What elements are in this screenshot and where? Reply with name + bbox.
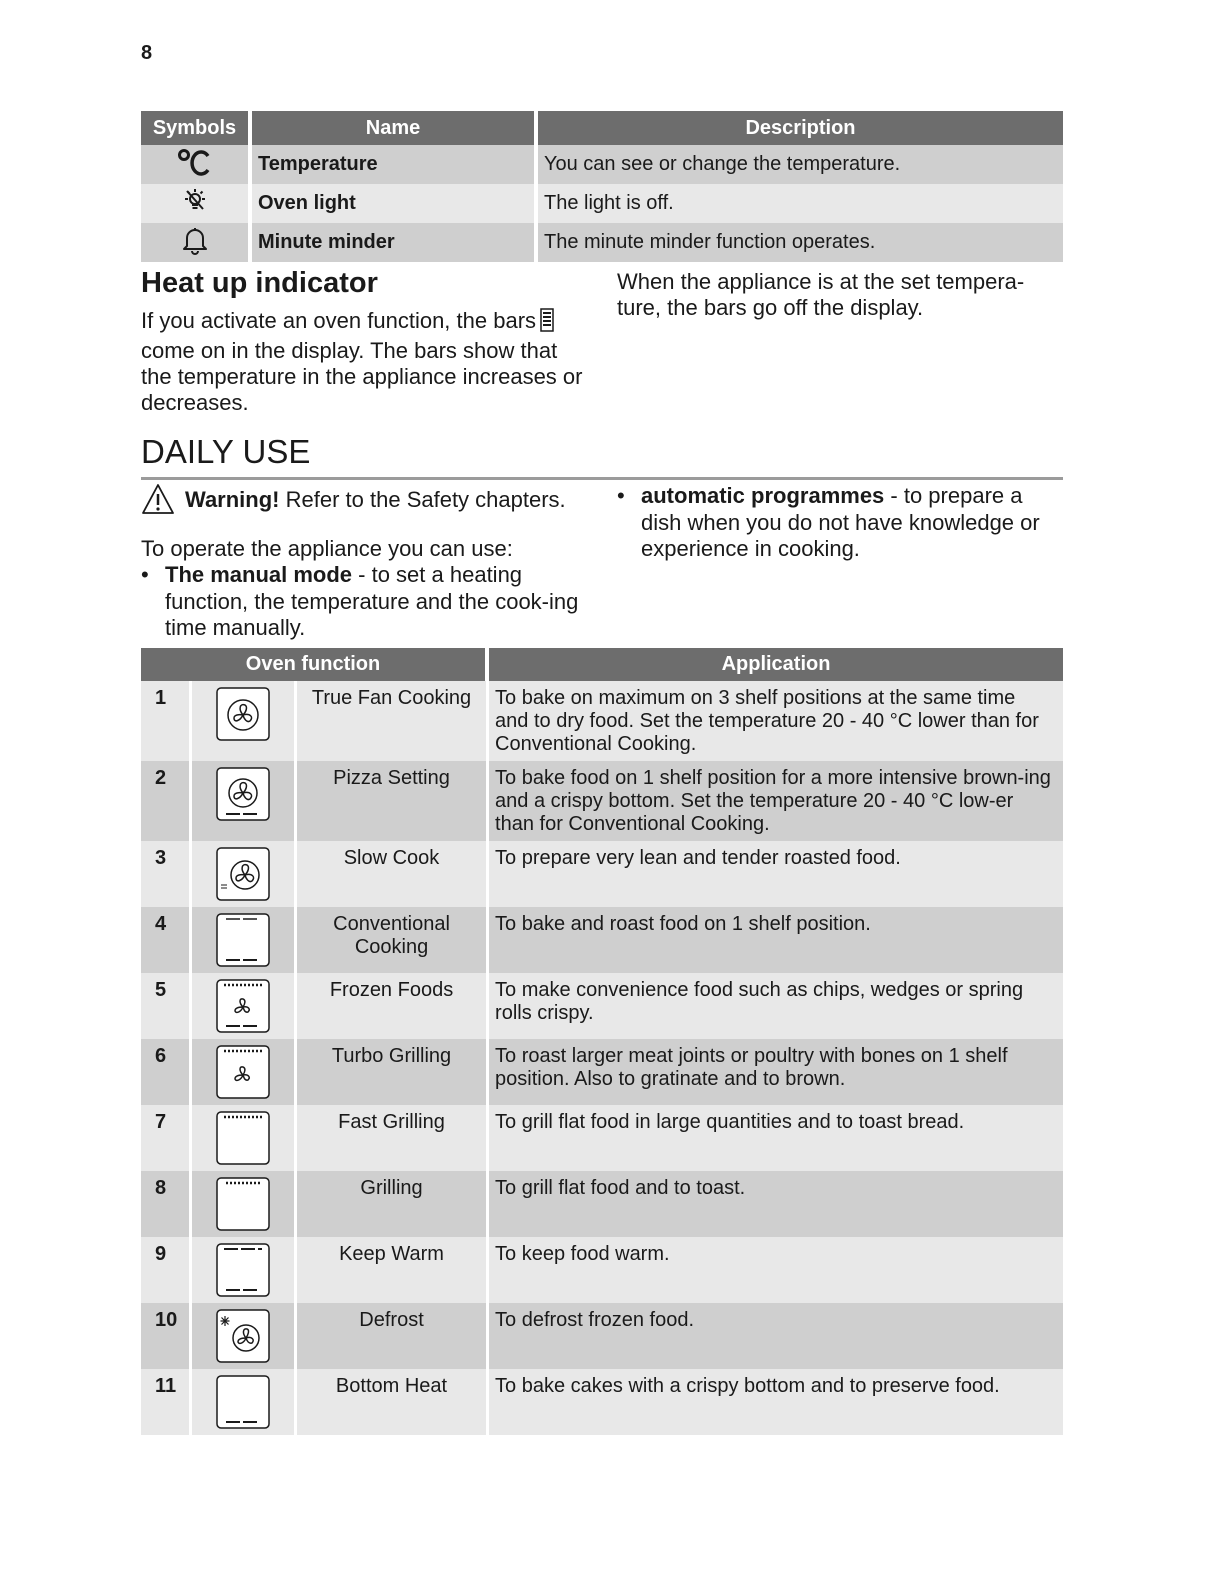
function-application: To keep food warm. (489, 1237, 1063, 1303)
keep-warm-icon (216, 1243, 270, 1297)
bullet-bold: The manual mode (165, 562, 353, 587)
header-oven-function: Oven function (141, 648, 489, 681)
turbo-grilling-icon (216, 1045, 270, 1099)
table-row (141, 1369, 1063, 1435)
function-name: Defrost (297, 1303, 489, 1369)
function-number: 6 (141, 1039, 192, 1105)
oven-light-off-icon (181, 187, 209, 215)
list-item (617, 483, 1065, 563)
symbol-name: Minute minder (252, 223, 538, 262)
page-number: 8 (141, 42, 153, 64)
table-row (141, 907, 1063, 973)
function-name: Fast Grilling (297, 1105, 489, 1171)
table-row (141, 1171, 1063, 1237)
symbol-description: The light is off. (538, 184, 1063, 223)
list-item (141, 562, 595, 642)
table-row (141, 145, 1063, 184)
warning-label: Warning! (185, 487, 280, 512)
function-name: Bottom Heat (297, 1369, 489, 1435)
table-row (141, 184, 1063, 223)
function-number: 3 (141, 841, 192, 907)
function-application: To grill flat food in large quantities and to toast bread. (489, 1105, 1063, 1171)
table-row (141, 761, 1063, 841)
oven-table-header (141, 648, 1063, 681)
frozen-foods-icon (216, 979, 270, 1033)
function-application: To defrost frozen food. (489, 1303, 1063, 1369)
table-row (141, 841, 1063, 907)
function-number: 7 (141, 1105, 192, 1171)
table-row (141, 223, 1063, 262)
symbols-table (141, 111, 1063, 262)
function-name: Frozen Foods (297, 973, 489, 1039)
function-name: Grilling (297, 1171, 489, 1237)
defrost-icon (216, 1309, 270, 1363)
function-application: To grill flat food and to toast. (489, 1171, 1063, 1237)
table-row (141, 1237, 1063, 1303)
true-fan-cooking-icon (216, 687, 270, 741)
conventional-cooking-icon (216, 913, 270, 967)
bottom-heat-icon (216, 1375, 270, 1429)
symbols-table-header (141, 111, 1063, 145)
function-application: To prepare very lean and tender roasted food. (489, 841, 1063, 907)
function-application: To make convenience food such as chips, wedges or spring rolls crispy. (489, 973, 1063, 1039)
temperature-icon (175, 146, 215, 178)
pizza-setting-icon (216, 767, 270, 821)
symbol-name: Oven light (252, 184, 538, 223)
symbol-name: Temperature (252, 145, 538, 184)
bell-icon (181, 225, 209, 255)
header-name: Name (252, 111, 538, 145)
function-number: 8 (141, 1171, 192, 1237)
table-row (141, 1105, 1063, 1171)
bullet-text: - to prepare a dish when you do not have knowledge or experience in cooking. (641, 483, 1040, 561)
operate-intro: To operate the appliance you can use: (141, 536, 513, 561)
symbol-description: The minute minder function operates. (538, 223, 1063, 262)
bullet-text: - to set a heating function, the temperature and the cook-ing time manually. (165, 562, 579, 640)
heat-up-right-text: When the appliance is at the set tempera-ture, the bars go off the display. (617, 269, 1025, 320)
header-application: Application (489, 648, 1063, 681)
bullet-bold: automatic programmes (641, 483, 885, 508)
warning-notice (141, 483, 601, 515)
function-number: 5 (141, 973, 192, 1039)
fast-grilling-icon (216, 1111, 270, 1165)
function-number: 2 (141, 761, 192, 841)
table-row (141, 1039, 1063, 1105)
heat-bars-icon (540, 308, 554, 332)
function-application: To bake food on 1 shelf position for a more intensive brown-ing and a crispy bottom. Set the temperature 20 - 40 °C low-er than for Conventional Cooking. (489, 761, 1063, 841)
grilling-icon (216, 1177, 270, 1231)
slow-cook-icon (216, 847, 270, 901)
heat-up-text-end: come on in the display. The bars show that the temperature in the appliance increases or decreases. (141, 338, 583, 415)
table-row (141, 1303, 1063, 1369)
function-name: Turbo Grilling (297, 1039, 489, 1105)
function-name: True Fan Cooking (297, 681, 489, 761)
symbol-description: You can see or change the temperature. (538, 145, 1063, 184)
function-number: 4 (141, 907, 192, 973)
function-number: 1 (141, 681, 192, 761)
warning-icon (141, 483, 175, 515)
header-symbols: Symbols (141, 111, 252, 145)
daily-use-heading: DAILY USE (141, 433, 311, 470)
function-application: To bake and roast food on 1 shelf position. (489, 907, 1063, 973)
function-number: 11 (141, 1369, 192, 1435)
function-name: Keep Warm (297, 1237, 489, 1303)
heat-up-text-start: If you activate an oven function, the bars (141, 308, 537, 333)
function-number: 10 (141, 1303, 192, 1369)
heat-up-text (141, 308, 586, 416)
function-name: Slow Cook (297, 841, 489, 907)
section-divider (141, 477, 1063, 480)
table-row (141, 681, 1063, 761)
function-application: To bake on maximum on 3 shelf positions at the same time and to dry food. Set the temperature 20 - 40 °C lower than for Conventional Cooking. (489, 681, 1063, 761)
header-description: Description (538, 111, 1063, 145)
table-row (141, 973, 1063, 1039)
heat-up-heading: Heat up indicator (141, 267, 378, 299)
function-application: To roast larger meat joints or poultry with bones on 1 shelf position. Also to gratinate and to brown. (489, 1039, 1063, 1105)
function-number: 9 (141, 1237, 192, 1303)
oven-function-table (141, 648, 1063, 1435)
warning-text: Refer to the Safety chapters. (285, 487, 566, 512)
function-name: Pizza Setting (297, 761, 489, 841)
function-name: Conventional Cooking (297, 907, 489, 973)
function-application: To bake cakes with a crispy bottom and to preserve food. (489, 1369, 1063, 1435)
